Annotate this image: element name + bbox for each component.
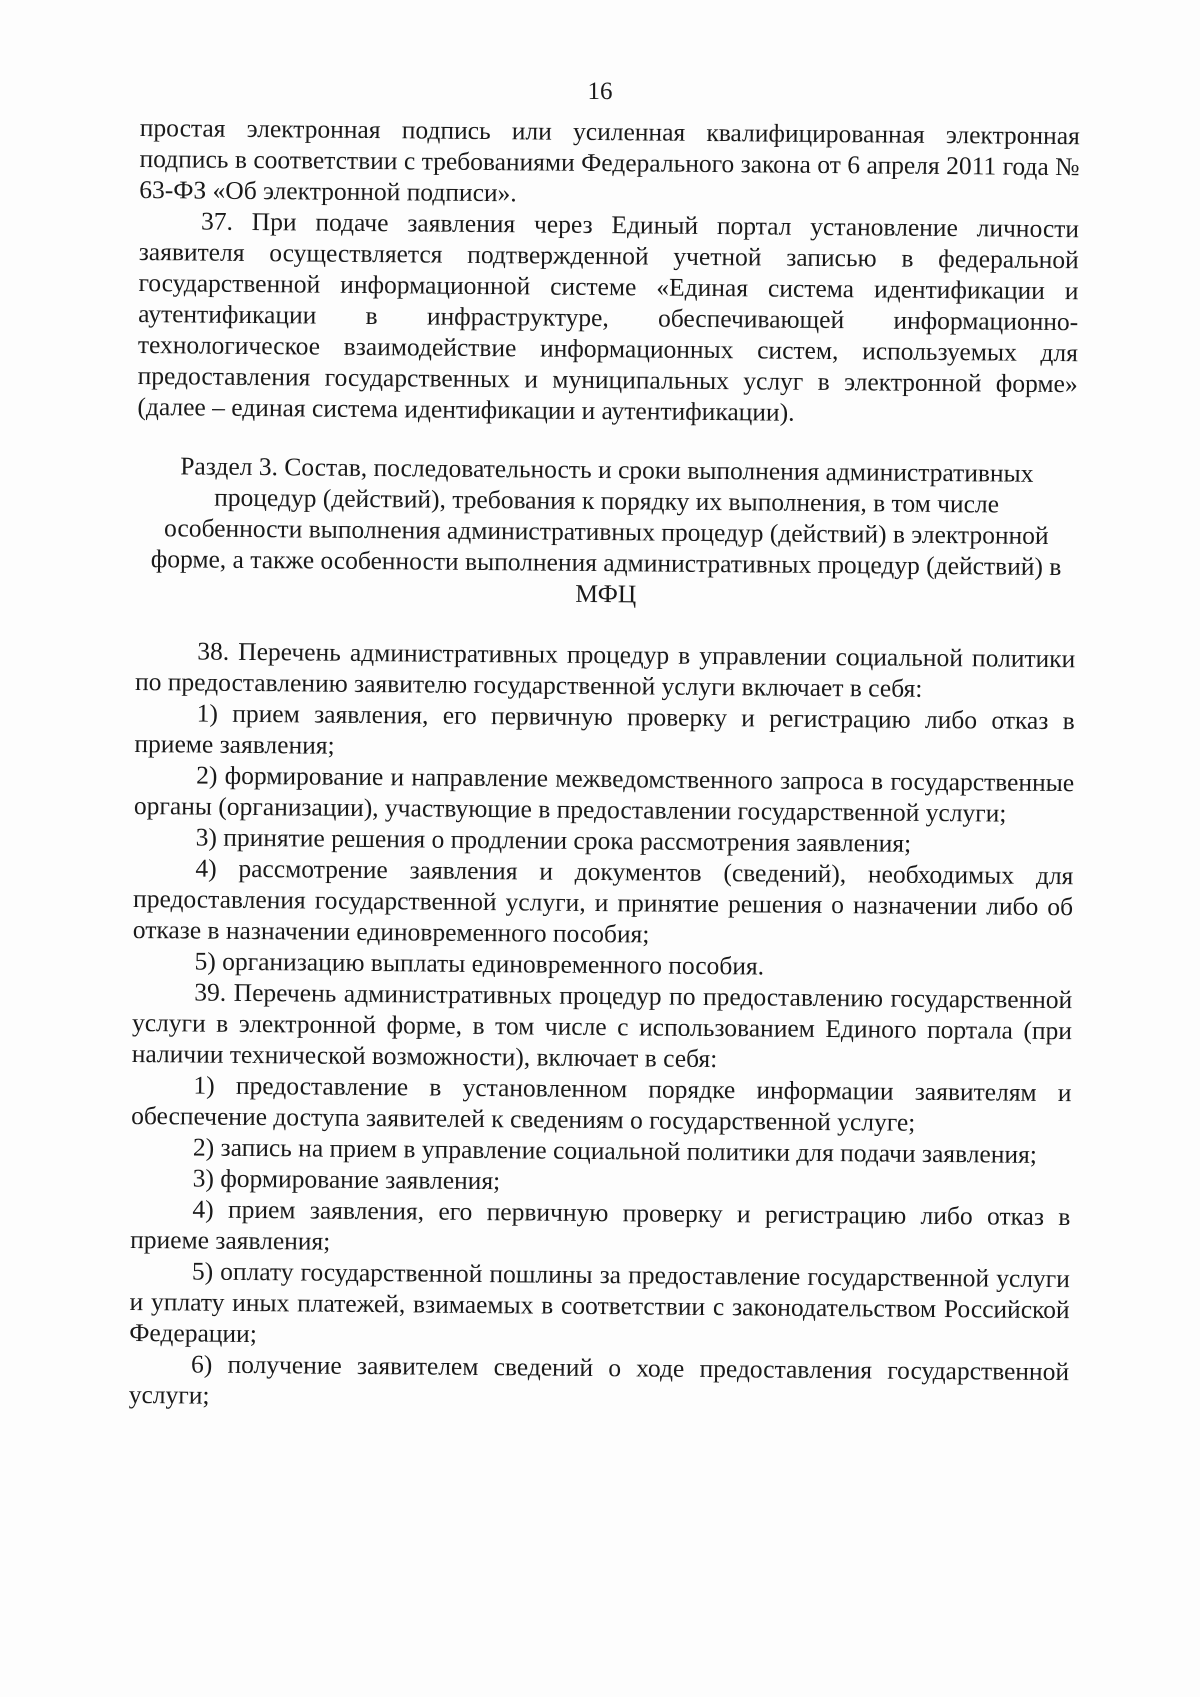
list-item: 5) оплату государственной пошлины за предоставление государственной услуги и уплату иных платежей, взимаемых в соответствии с законодательством Российской Федерации; bbox=[129, 1256, 1070, 1349]
list-item: 2) формирование и направление межведомственного запроса в государственные органы (организации), участвующие в предоставлении государственной услуги; bbox=[133, 760, 1075, 828]
list-item: 3) формирование заявления; bbox=[192, 1163, 501, 1196]
list-item: 4) рассмотрение заявления и документов (сведений), необходимых для предоставления государственной услуги, и принятие решения о назначении либо об отказе в назначении единовременного пособия; bbox=[132, 853, 1074, 949]
list-item: 3) принятие решения о продлении срока рассмотрения заявления; bbox=[195, 822, 912, 858]
list-item: 1) прием заявления, его первичную проверку и регистрацию либо отказ в приеме заявления; bbox=[134, 698, 1075, 760]
list-item: 1) предоставление в установленном порядке информации заявителям и обеспечение доступа заявителей к сведениям о государственной услуге; bbox=[131, 1070, 1072, 1137]
list-item: 2) запись на прием в управление социальной политики для подачи заявления; bbox=[192, 1132, 1038, 1169]
list-item: 6) получение заявителем сведений о ходе предоставления государственной услуги; bbox=[128, 1349, 1070, 1410]
page-number: 16 bbox=[587, 78, 613, 105]
paragraph: простая электронная подпись или усиленная квалифицированная электронная подпись в соответствии с требованиями Федерального закона от 6 апреля 2011 года № 63-ФЗ «Об электронной подписи». bbox=[139, 112, 1080, 208]
list-item: 5) организацию выплаты единовременного пособия. bbox=[194, 946, 765, 981]
list-item: 4) прием заявления, его первичную проверку и регистрацию либо отказ в приеме заявления; bbox=[130, 1194, 1071, 1256]
paragraph-38: 38. Перечень административных процедур в управлении социальной политики по предоставлению заявителю государственной услуги включает в себя: bbox=[134, 636, 1076, 703]
document-body bbox=[129, 112, 1080, 1418]
paragraph-37: 37. При подаче заявления через Единый портал установление личности заявителя осуществляется подтвержденной учетной записью в федеральной государственной информационной системе «Единая система идентификации и аутентификации в инфраструктуре, обеспечивающей информационно-технологическое взаимодействие информационных систем, используемых для предоставления государственных и муниципальных услуг в электронной форме» (далее – единая система идентификации и аутентификации). bbox=[137, 206, 1080, 427]
paragraph-39: 39. Перечень административных процедур по предоставлению государственной услуги в электронной форме, в том числе с использованием Единого портала (при наличии технической возможности), включает в себя: bbox=[131, 977, 1073, 1074]
section-heading: Раздел 3. Состав, последовательность и сроки выполнения административных процедур (действий), требования к порядку их выполнения, в том числе особенности выполнения административных процедур (действий) в электронной форме, а также особенности выполнения административных процедур (действий) в МФЦ bbox=[150, 451, 1062, 609]
